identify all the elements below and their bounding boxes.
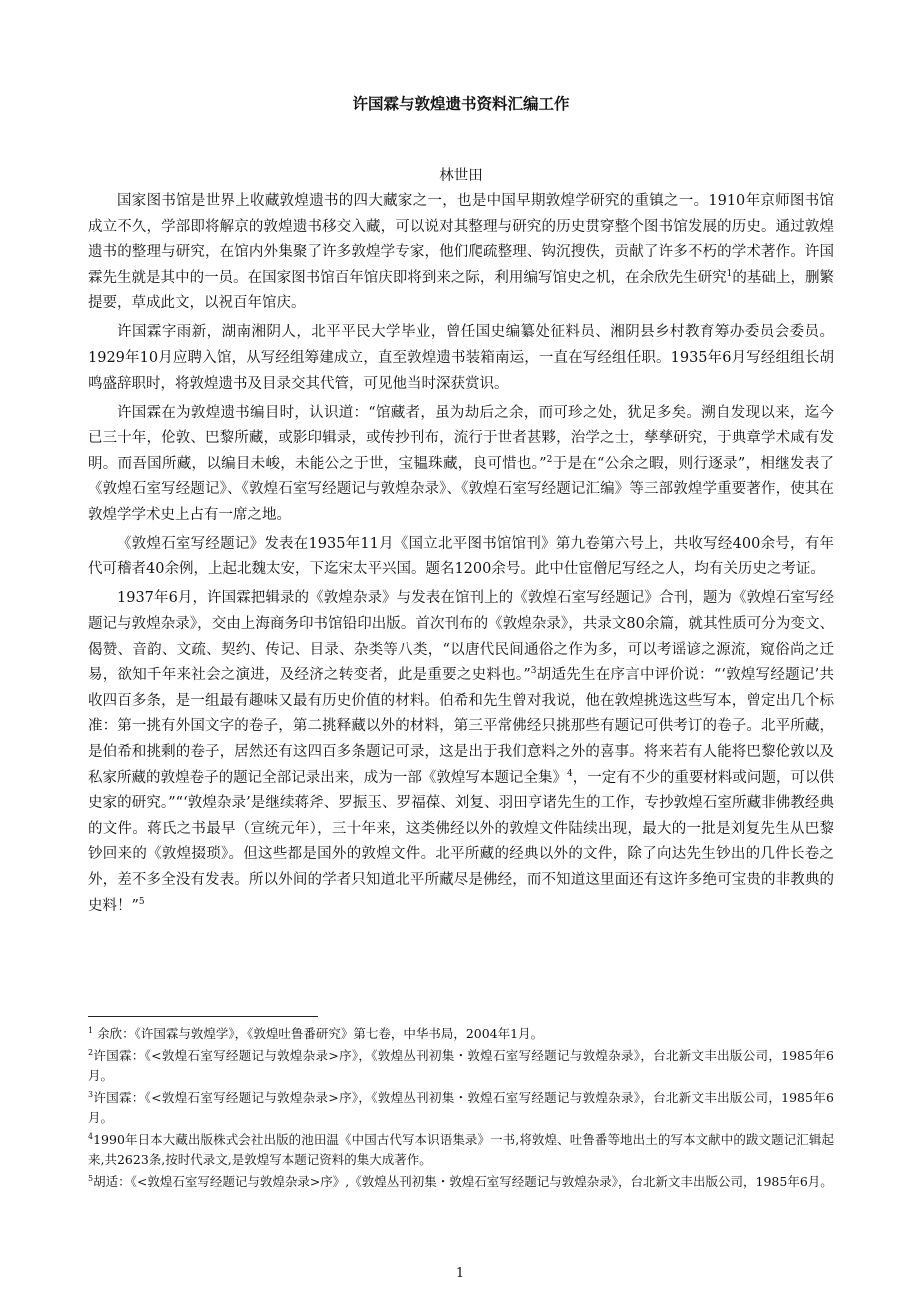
footnote-4: $^4$1990年日本大藏出版株式会社出版的池田温《中国古代写本识语集录》一书,将敦煌、吐鲁番等地出土的写本文献中的跋文题记汇辑起来,共2623条,按时代录文,是敦煌写本题记资料的集大成著作。 <box>88 1131 834 1167</box>
footnotes <box>88 1024 834 1193</box>
document-page <box>88 92 834 923</box>
footnote-ref-3[interactable]: 3 <box>530 666 537 677</box>
footnote-2: $^2$许国霖：《<敦煌石室写经题记与敦煌杂录>序》，《敦煌丛刊初集・敦煌石室写经题记与敦煌杂录》，台北新文丰出版公司，1985年6月。 <box>88 1047 834 1083</box>
page-title: 许国霖与敦煌遗书资料汇编工作 <box>352 95 570 113</box>
footnote-5: $^5$胡适：《<敦煌石室写经题记与敦煌杂录>序》,《敦煌丛刊初集・敦煌石室写经题记与敦煌杂录》，台北新文丰出版公司，1985年6月。 <box>88 1173 833 1189</box>
footnote-1: $^1$ 余欣：《许国霖与敦煌学》，《敦煌吐鲁番研究》第七卷，中华书局，2004年1月。 <box>88 1025 544 1041</box>
footnote-3: $^3$许国霖：《<敦煌石室写经题记与敦煌杂录>序》，《敦煌丛刊初集・敦煌石室写经题记与敦煌杂录》，台北新文丰出版公司，1985年6月。 <box>88 1089 834 1125</box>
footnote-ref-5[interactable]: 5 <box>138 896 145 907</box>
paragraph-4: 《敦煌石室写经题记》发表在1935年11月《国立北平图书馆馆刊》第九卷第六号上，共收写经400余号，有年代可稽者40余例，上起北魏太安，下迄宋太平兴国。题名1200余号。此中仕宦僧尼写经之人，均有关历史之考证。 <box>88 535 834 578</box>
article-body <box>88 189 834 919</box>
footnote-separator <box>88 1016 318 1017</box>
paragraph-2: 许国霖字雨新，湖南湘阴人，北平平民大学毕业，曾任国史编纂处征料员、湘阴县乡村教育筹办委员会委员。1929年10月应聘入馆，从写经组筹建成立，直至敦煌遗书装箱南运，一直在写经组任职。1935年6月写经组组长胡鸣盛辞职时，将敦煌遗书及目录交其代管，可见他当时深获赏识。 <box>88 324 834 392</box>
footnote-ref-1[interactable]: 1 <box>726 268 733 279</box>
footnote-ref-4[interactable]: 4 <box>567 768 573 779</box>
paragraph-5: 1937年6月，许国霖把辑录的《敦煌杂录》与发表在馆刊上的《敦煌石室写经题记》合刊，题为《敦煌石室写经题记与敦煌杂录》，交由上海商务印书馆铅印出版。首次刊布的《敦煌杂录》，共录文80余篇，就其性质可分为变文、偈赞、音韵、文疏、契约、传记、目录、杂类等八类，“以唐代民间通俗之作为多，可以考谣谚之源流，窥俗尚之迁易，欲知千年来社会之演进，及经济之转变者，此是重要之史料也。”$^3$胡适先生在序言中评价说：“‘敦煌写经题记’共收四百多条，是一组最有趣味又最有历史价值的材料。伯希和先生曾对我说，他在敦煌挑选这些写本，曾定出几个标准：第一挑有外国文字的卷子，第二挑释藏以外的材料，第三平常佛经只挑那些有题记可供考订的卷子。北平所藏，是伯希和挑剩的卷子，居然还有这四百多条题记可录，这是出于我们意料之外的喜事。将来若有人能将巴黎伦敦以及私家所藏的敦煌卷子的题记全部记录出来，成为一部《敦煌写本题记全集》$^4$，一定有不少的重要材料或问题，可以供史家的研究。”“‘敦煌杂录’是继续蒋斧、罗振玉、罗福葆、刘复、羽田亨诸先生的工作，专抄敦煌石室所藏非佛教经典的文件。蒋氏之书最早（宣统元年），三十年来，这类佛经以外的敦煌文件陆续出现，最大的一批是刘复先生从巴黎钞回来的《敦煌掇琐》。但这些都是国外的敦煌文件。北平所藏的经典以外的文件，除了向达先生钞出的几件长卷之外，差不多全没有发表。所以外间的学者只知道北平所藏尽是佛经，而不知道这里面还有这许多绝可宝贵的非教典的史料！”$^5$ <box>88 590 835 914</box>
page-number: 1 <box>455 1266 465 1281</box>
footnote-ref-2[interactable]: 2 <box>546 454 553 465</box>
author-name: 林世田 <box>439 168 483 184</box>
paragraph-3: 许国霖在为敦煌遗书编目时，认识道：“馆藏者，虽为劫后之余，而可珍之处，犹足多矣。溯自发现以来，迄今已三十年，伦敦、巴黎所藏，或影印辑录，或传抄刊布，流行于世者甚夥，治学之士，孳孳研究，于典章学术咸有发明。而吾国所藏，以编目未峻，未能公之于世，宝韫珠藏，良可惜也。”$^2$于是在“公余之暇，则行逐录”，相继发表了《敦煌石室写经题记》、《敦煌石室写经题记与敦煌杂录》、《敦煌石室写经题记汇编》等三部敦煌学重要著作，使其在敦煌学学术史上占有一席之地。 <box>88 404 834 523</box>
paragraph-1: 国家图书馆是世界上收藏敦煌遗书的四大藏家之一，也是中国早期敦煌学研究的重镇之一。1910年京师图书馆成立不久，学部即将解京的敦煌遗书移交入藏，可以说对其整理与研究的历史贯穿整个图书馆发展的历史。通过敦煌遗书的整理与研究，在馆内外集聚了许多敦煌学专家，他们爬疏整理、钩沉搜佚，贡献了许多不朽的学术著作。许国霖先生就是其中的一员。在国家图书馆百年馆庆即将到来之际，利用编写馆史之机，在余欣先生研究$^1$的基础上，删繁提要，草成此文，以祝百年馆庆。 <box>88 193 834 312</box>
